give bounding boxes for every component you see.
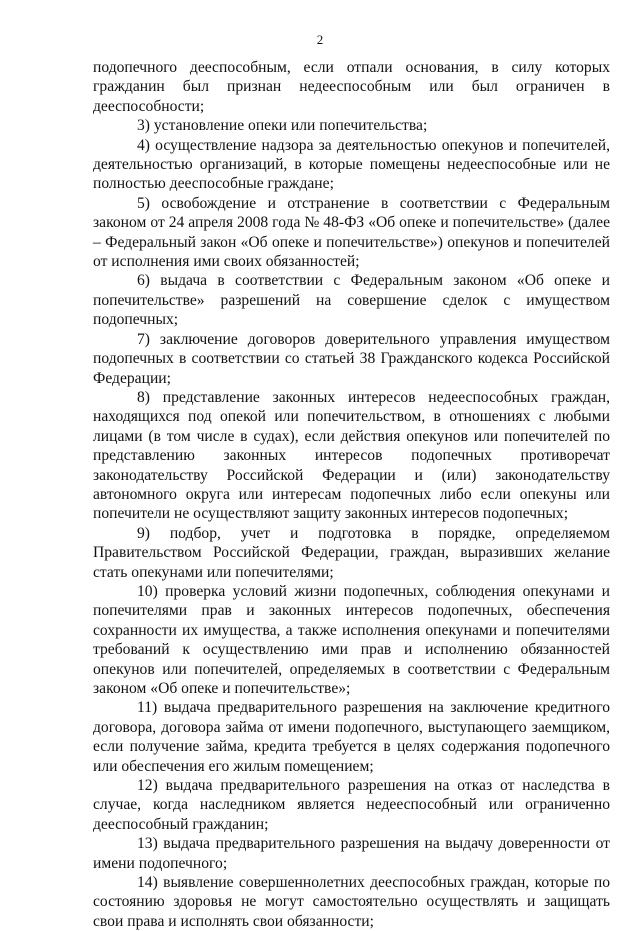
list-item-5: 5) освобождение и отстранение в соответствии с Федеральным законом от 24 апреля 2008 года № 48-ФЗ «Об опеке и попечительстве» (далее – Федеральный закон «Об опеке и попечительстве») опекунов и попечителей от исполнения ими своих обязанностей; [93, 194, 610, 271]
list-item-9: 9) подбор, учет и подготовка в порядке, определяемом Правительством Российской Федерации, граждан, выразивших желание стать опекунами или попечителями; [93, 524, 610, 581]
list-item-4: 4) осуществление надзора за деятельностью опекунов и попечителей, деятельностью организаций, в которые помещены недееспособные или не полностью дееспособные граждане; [93, 136, 610, 193]
paragraph-continuation: подопечного дееспособным, если отпали основания, в силу которых гражданин был признан недееспособным или был ограничен в дееспособности; [93, 59, 610, 115]
list-item-6: 6) выдача в соответствии с Федеральным законом «Об опеке и попечительстве» разрешений на совершение сделок с имуществом подопечных; [93, 272, 610, 329]
list-item-12: 12) выдача предварительного разрешения на отказ от наследства в случае, когда наследником является недееспособный или ограниченно дееспособный гражданин; [93, 777, 610, 833]
list-item-11: 11) выдача предварительного разрешения на заключение кредитного договора, договора займа от имени подопечного, выступающего заемщиком, если получение займа, кредита требуется в целях содержания подопечного или обеспечения его жилым помещением; [93, 699, 610, 775]
list-item-14: 14) выявление совершеннолетних дееспособных граждан, которые по состоянию здоровья не могут самостоятельно осуществлять и защищать свои права и исполнять свои обязанности; [93, 874, 610, 930]
list-item-3: 3) установление опеки или попечительства; [137, 117, 428, 135]
list-item-10: 10) проверка условий жизни подопечных, соблюдения опекунами и попечителями прав и законных интересов подопечных, обеспечения сохранности их имущества, а также исполнения опекунами и попечителями требований к осуществлению ими прав и исполнению обязанностей опекунов или попечителей, определяемых в соответствии с Федеральным законом «Об опеке и попечительстве»; [93, 582, 610, 697]
list-item-13: 13) выдача предварительного разрешения на выдачу доверенности от имени подопечного; [93, 835, 610, 872]
document-body [93, 58, 610, 931]
list-item-7: 7) заключение договоров доверительного управления имуществом подопечных в соответствии со статьей 38 Гражданского кодекса Российской Федерации; [93, 330, 610, 387]
page-number: 2 [316, 32, 324, 47]
list-item-8: 8) представление законных интересов недееспособных граждан, находящихся под опекой или попечительством, в отношениях с любыми лицами (в том числе в судах), если действия опекунов или попечителей по представлению законных интересов подопечных противоречат законодательству Российской Федерации и (или) законодательству автономного округа или интересам подопечных либо если опекуны или попечители не осуществляют защиту законных интересов подопечных; [93, 388, 610, 523]
